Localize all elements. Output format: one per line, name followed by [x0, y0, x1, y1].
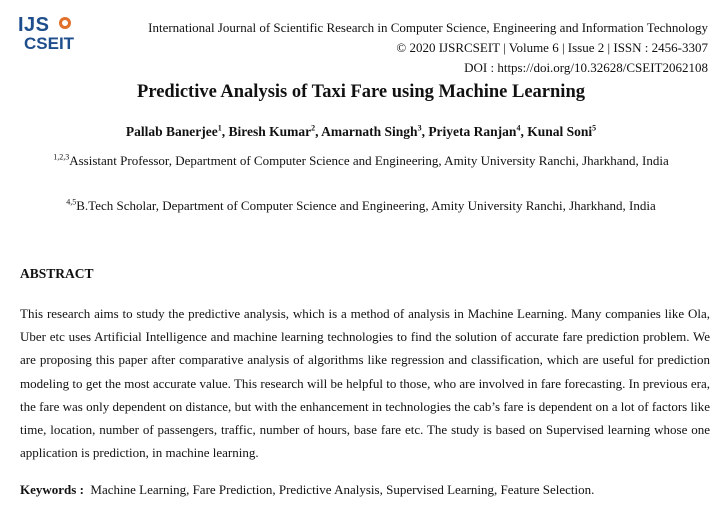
- keywords-text: Machine Learning, Fare Prediction, Predictive Analysis, Supervised Learning, Feature Selection.: [90, 482, 595, 497]
- abstract-body: This research aims to study the predictive analysis, which is a method of analysis in Machine Learning. Many companies like Ola, Uber etc uses Artificial Intelligence and machine learning technologies to find the solution of accurate fare prediction problem. We are proposing this paper after comparative analysis of algorithms like regression and classification, which are useful for prediction modeling to get the most accurate value. This research will be helpful to those, who are involved in fare forecasting. In previous era, the fare was only dependent on distance, but with the enhancement in technologies the cab’s fare is dependent on a lot of factors like time, location, number of passengers, traffic, number of hours, base fare etc. The study is based on Supervised learning whose one application is prediction, in machine learning.: [20, 306, 710, 461]
- author-affiliation-mark: 4: [516, 123, 521, 133]
- author-name: Biresh Kumar: [228, 124, 312, 139]
- journal-doi[interactable]: DOI : https://doi.org/10.32628/CSEIT2062108: [464, 60, 708, 75]
- author-name: Pallab Banerjee: [125, 124, 218, 139]
- keywords-label: Keywords :: [20, 482, 84, 497]
- author-name: Amarnath Singh: [321, 124, 418, 139]
- author-name: Priyeta Ranjan: [428, 124, 517, 139]
- author-affiliation-mark: 1: [217, 123, 222, 133]
- journal-name: International Journal of Scientific Research in Computer Science, Engineering and Information Technology: [148, 20, 708, 35]
- paper-title: Predictive Analysis of Taxi Fare using Machine Learning: [137, 82, 585, 102]
- author-affiliation-mark: 3: [417, 123, 422, 133]
- author-affiliation-mark: 2: [311, 123, 316, 133]
- affiliation-mark: 1,2,3: [53, 152, 70, 162]
- affiliation-text: B.Tech Scholar, Department of Computer Science and Engineering, Amity University Ranchi, Jharkhand, India: [76, 198, 656, 213]
- author-separator: ,: [520, 124, 528, 139]
- affiliation-mark: 4,5: [66, 197, 77, 207]
- author-list: [0, 124, 722, 140]
- abstract-heading: ABSTRACT: [20, 266, 94, 281]
- keywords: [20, 482, 710, 498]
- logo-ring-icon: [59, 17, 71, 29]
- affiliation: [40, 195, 682, 217]
- logo-text-top: IJS: [18, 14, 50, 36]
- journal-logo: [18, 14, 82, 60]
- author-separator: ,: [221, 124, 229, 139]
- author-separator: ,: [315, 124, 322, 139]
- affiliation: [40, 150, 682, 172]
- author-name: Kunal Soni: [527, 124, 593, 139]
- affiliation-text: Assistant Professor, Department of Computer Science and Engineering, Amity University Ranchi, Jharkhand, India: [69, 153, 669, 168]
- author-affiliation-mark: 5: [592, 123, 597, 133]
- logo-text-bottom: CSEIT: [24, 34, 75, 53]
- journal-copyright: © 2020 IJSRCSEIT | Volume 6 | Issue 2 | ISSN : 2456-3307: [396, 40, 708, 55]
- journal-header: [148, 18, 708, 78]
- author-separator: ,: [421, 124, 429, 139]
